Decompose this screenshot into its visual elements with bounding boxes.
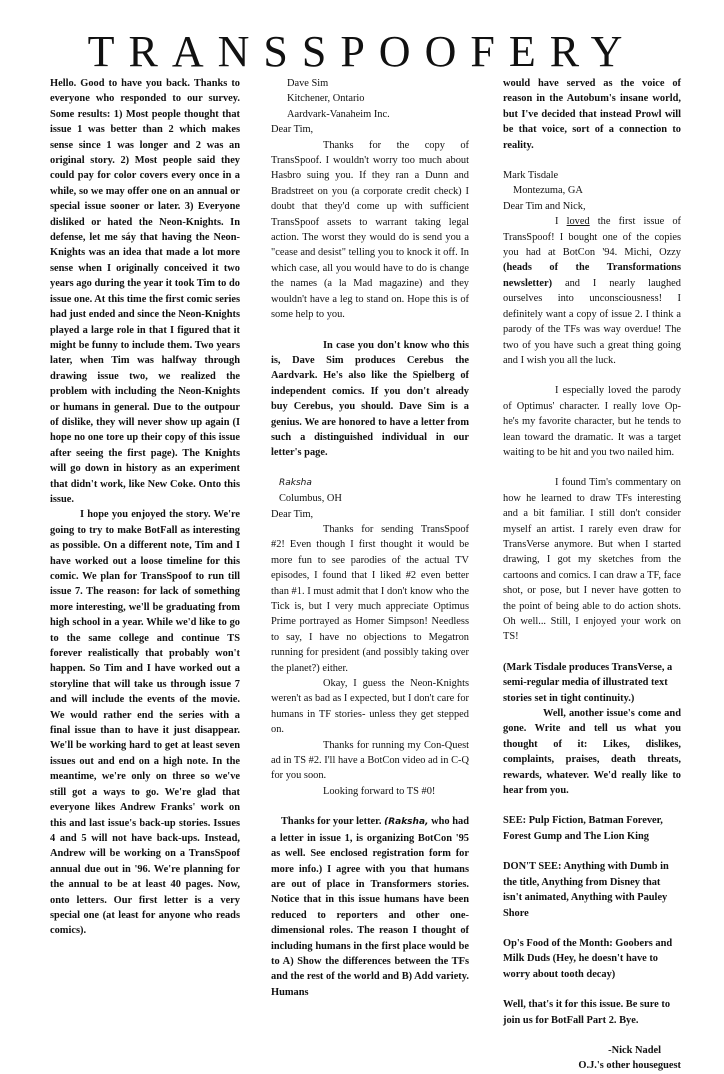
letter-salutation: Dear Tim and Nick, bbox=[503, 200, 586, 212]
editor-reply: would have served as the voice of reason in the Autobum's insane world, but I've decided that instead Prowl will be that voice, sort of a connection to reality. bbox=[503, 78, 681, 151]
editorial-paragraph: Hello. Good to have you back. Thanks to everyone who responded to our survey. Some results: 1) Most people thought that issue 1 was better than 2 which makes sense since 1 was longer and 2 was an original story. 2) Most people said they could pay for color covers every once in a while, so we may offer one on an annual or special issue sooner or later. 3) Everyone disliked or hated the Neon-Knights. In defense, let me sáy that having the Neon-Knights was an idea that made a lot more sense when I originally conceived it two years ago during the year it took Tim to do issue one. At this time the first comic series had just ended and since the Neon-Knights played a large role in that I figured that it might be funny to include them. Two years later, when Tim was halfway through drawing issue two, we realized the problem with including the Neon-Knights or humans in general. Due to the outpour of dislike, they will never show up again (I hope no one tore up their copy of this issue after seeing the first page). The Knights will go down in history as an experiment that didn't work, like New Coke. Onto this issue. bbox=[50, 78, 240, 505]
editor-reply-text: who had a letter in issue 1, is organizing BotCon '95 as well. See enclosed registration form for more info.) I agree with you that humans are out of place in Transformers stories. Notice that in this issue humans have been reduced to reporters and other one-dimensional roles. The reason I thought of including humans in the first place would be to A) Show the differences between the TFs and the rest of the world and B) Add variety. Humans bbox=[271, 816, 469, 998]
letter-body: Okay, I guess the Neon-Knights weren't as bad as I expected, but I don't care for humans in TF stories- unless they get stepped on. bbox=[271, 678, 469, 736]
closing-paragraph: Well, another issue's come and gone. Write and tell us what you thought of it: Likes, dislikes, complaints, praises, death threats, rewards, whatever. We'd really like to hear from you. bbox=[503, 708, 681, 797]
underlined-word: loved bbox=[566, 216, 590, 228]
editor-reply: (Mark Tisdale produces TransVerse, a semi-regular media of illustrated text stories set in tight continuity.) bbox=[503, 661, 673, 704]
editor-reply-text: Thanks for your letter. bbox=[281, 816, 382, 828]
signoff: Well, that's it for this issue. Be sure to join us for BotFall Part 2. Bye. bbox=[503, 999, 671, 1026]
dont-see-list: DON'T SEE: Anything with Dumb in the title, Anything from Disney that isn't animated, Anything with Pauley Shore bbox=[503, 861, 669, 919]
letter-city: Montezuma, GA bbox=[513, 185, 583, 197]
signature-block bbox=[503, 1043, 681, 1074]
editor-reply bbox=[271, 814, 469, 1000]
letter-salutation: Dear Tim, bbox=[271, 508, 314, 520]
letter-body: I found Tim's commentary on how he learned to draw TFs interesting and a bit familiar. I still don't consider myself an artist. I rarely even draw for TransVerse anymore. But when I started drawing, I got my sketches from the cartoons and comics. I can draw a TF, face shot, or pose, but I never have gotten to the point of being able to do action shots. Oh well... Still, I enjoyed your work on TS! bbox=[503, 477, 681, 643]
letter-signature: Raksha bbox=[279, 477, 312, 488]
letter-body: Thanks for the copy of TransSpoof. I wouldn't worry too much about Hasbro suing you. If they ran a Dunn and Bradstreet on you (a corporate credit check) I doubt that they'd come up with sufficient TransSpoof assets to warrant taking legal action. The worst they would do is send you a "cease and desist" telling you to knock it off. In which case, all you would have to do is change the names (a la Mad magazine) and they wouldn't have a leg to stand on. Hope this is of some help to you. bbox=[271, 139, 469, 321]
letter-text: I bbox=[555, 216, 567, 228]
handwritten-note: (Raksha, bbox=[384, 817, 429, 828]
letter-city: Kitchener, Ontario bbox=[287, 93, 365, 105]
editorial-paragraph: I hope you enjoyed the story. We're going to try to make BotFall as interesting as possible. On a different note, Tim and I have worked out a loose timeline for this comic. We plan for TransSpoof to run till issue 7. The reason: for lack of something more interesting, we'll be graduating from high school in a year. While we'd like to go to the same college and continue TS forever realistically that probably won't happen. So Tim and I have worked out a storyline that will take us through issue 7 and will include the events of the movie. We would rather end the series with a final issue than to have it just disappear. We'll be working hard to get at least seven issues out and end on a high note. In the meantime, we're only on three so we've still got a ways to go. We're glad that everyone likes Andrew Franks' work on this and last issue's back-up stories. Issues 4 and 5 will not have back-ups. Instead, Andrew will be working on a TransSpoof annual due out in '96. We're planning for the annual to be at least 40 pages. Now, onto letters. Our first letter is a very special one (at least for anyone who reads comics). bbox=[50, 509, 240, 937]
letter-text: the first issue of TransSpoof! I bought one of the copies you had at BotCon '94. Michi, Ozzy bbox=[503, 216, 681, 259]
letter-organization: Aardvark-Vanaheim Inc. bbox=[287, 108, 390, 120]
letter-author: Dave Sim bbox=[287, 78, 329, 89]
signature-line: O.J.'s other houseguest bbox=[578, 1060, 681, 1072]
letter-city: Columbus, OH bbox=[279, 493, 342, 505]
letter-body: Thanks for sending TransSpoof #2! Even though I first thought it would be more fun to see parodies of the actual TV episodes, I found that I liked #2 even better than #1. I must admit that I don't know who the Tick is, but I very much appreciate Optimus Prime portrayed as Homer Simpson! Needless to say, I have no objections to Megatron running for president (and possibly taking over the planet?) either. bbox=[271, 523, 469, 674]
signature-name: -Nick Nadel bbox=[608, 1044, 661, 1056]
letter-author: Mark Tisdale bbox=[503, 170, 559, 182]
see-list: SEE: Pulp Fiction, Batman Forever, Forest Gump and The Lion King bbox=[503, 815, 663, 842]
letter-header bbox=[271, 476, 469, 507]
editor-reply: In case you don't know who this is, Dave Sim produces Cerebus the Aardvark. He's also like the Spielberg of independent comics. If you don't already buy Cerebus, you should. Dave Sim is a genius. We are honored to have a letter from such a distinguished individual in our letter's page. bbox=[271, 339, 469, 459]
column-editorial bbox=[50, 76, 240, 939]
letter-salutation: Dear Tim, bbox=[271, 124, 314, 136]
letter-header bbox=[271, 76, 469, 122]
letter-closing: Looking forward to TS #0! bbox=[323, 785, 436, 797]
column-letters-continued bbox=[503, 76, 681, 1074]
food-of-month: Op's Food of the Month: Goobers and Milk Duds (Hey, he doesn't have to worry about tooth decay) bbox=[503, 937, 673, 980]
letter-body: Thanks for running my Con-Quest ad in TS #2. I'll have a BotCon video ad in C-Q for you soon. bbox=[271, 739, 469, 782]
letter-text: and I nearly laughed ourselves into unconsciousness! I definitely want a copy of issue 2. I think a parody of the TFs was way overdue! The two of you have such a great thing going and I wish you all the luck. bbox=[503, 277, 681, 366]
column-letters bbox=[271, 76, 469, 1000]
letter-body: I especially loved the parody of Optimus' character. I really love Op-he's my favorite character, but he tends to lean toward the dramatic. It was a target waiting to be hit and you two nailed him. bbox=[503, 385, 681, 458]
page-title: TRANSSPOOFERY bbox=[87, 27, 637, 76]
letter-bold-text: (heads of the Transformations newsletter) bbox=[503, 262, 681, 289]
letter-body bbox=[503, 214, 681, 368]
